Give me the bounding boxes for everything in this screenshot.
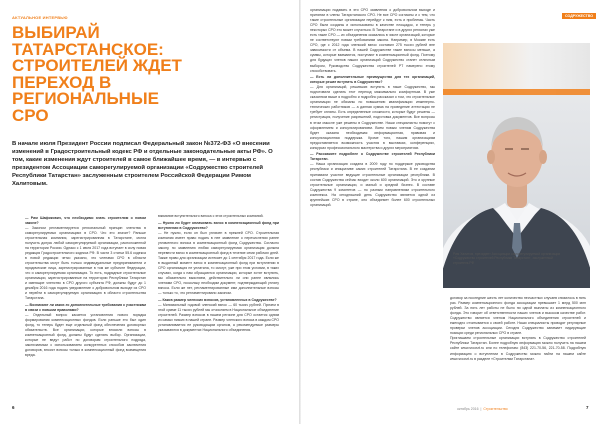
text-column-4 (450, 296, 586, 362)
interview-paragraph: — Для организаций, решивших вступить в наше Содружество, мы подготовили сделать этот переход максимально комфортным. В уже сказанном выше я подробно и подробно рассказал о том, что строительные организации не обязаны по повышению квалификации инженерно-технических работников — а данная сумма на проведение аттестации не требует оплаты. Есть определенные сложности, которые будут решены — регистрация, получение разрешений, подготовка документов. Все вопросы в этом смысле уже решены в Содружестве. Наши специалисты помогут с оформлением и консультированием. Всем новым членам Содружества будет оказана необходимая информационная, правовая и консультационная поддержка. Кроме того, нашим организациям предоставляется возможность участия в выставках, конференциях, конкурсах профессионального мастерства и других мероприятиях. (310, 85, 435, 150)
article-lead: В начале июля Президент России подписал Федеральный закон №372-ФЗ «О внесении изменений в Градостроительный кодекс РФ и отдельные законодательные акты РФ». О том, какие изменения ждут строителей в самое ближайшее время, — в интервью с президентом Ассоциации саморегулируемой организации «Содружество строителей Республики Татарстан» заслуженным строителем Российской Федерации Римом Халитовым. (12, 141, 273, 187)
interview-paragraph: — Наша организация создана в 2009 году по поддержке руководства республики и инициативе самих строителей Татарстана. В ее создании принимали участие ведущие строительные организации республики. В состав Содружества сейчас входит около 600 организаций. Это и крупные строительные организации, и малый и средний бизнес. В составе Содружества 9 комитетов — по разным направлениям строительного комплекса. На сегодняшний день Содружество является одной из крупнейших СРО в стране, оно объединяет более 600 строительных организаций. (310, 162, 435, 207)
page-number-right: 7 (586, 405, 589, 410)
interview-paragraph: взимание вступительного взноса с этих строительных компаний. (158, 214, 264, 218)
page-gutter (299, 0, 301, 424)
article-title: ВЫБИРАЙ ТАТАРСТАНСКОЕ: СТРОИТЕЛЕЙ ЖДЕТ ПЕРЕХОД В РЕГИОНАЛЬНЫЕ СРО (12, 23, 182, 125)
interview-question: — Есть ли дополнительные преимущества для тех организаций, которые решат вступить в Содружество? (310, 75, 435, 85)
interview-question: — Возникают ли какие-то дополнительные требования к участникам в связи с новыми правилами? (25, 302, 146, 312)
interview-paragraph: — Минимальный годовой членский взнос — 60 тысяч рублей. Причем в этой сумме 11 тысяч рублей мы отчисляем в Национальное объединение строителей. Размер взносов в нашем регионе для СРО остается одним из самых низких в нашей стране. Размер членского взноса в каждом СРО устанавливается ее руководящим органом, а рекомендуемые размеры указываются в документах Национального объединения. (158, 302, 279, 333)
text-column-2 (158, 214, 279, 333)
interview-paragraph: договор за последние шесть лет количество несчастных случаев снизилось в пять раз. Размер компенсационного фонда ассоциации превышает 1 млрд 500 млн рублей. За пять лет работы не было ни одной выплаты из компенсационного фонда. Это говорит об ответственности наших членов и высоком качестве работ. Содружество является членом Национального объединения строителей и ежегодно отчитывается о своей работе. Наши специалисты проводят регулярные проверки членов ассоциации. Сегодня Содружество занимает лидирующие позиции среди региональных СРО в стране. (450, 296, 586, 336)
interview-paragraph: — Не нужно, если он был уплачен в прежней СРО. Строительная компания имеет право подать в нее заявление о перечислении ранее уплаченного взноса в компенсационный фонд Содружества. Согласно закону, по заявлению любая саморегулируемая организация должна перевести взнос в компенсационный фонд в течение семи рабочих дней. Также право для организации истекает до 1 сентября 2017 года. Если же в выданный момент взнос в компенсационный фонд при вступлении в СРО организация не уплатила, то смогут, уже при этом условии, в таких случаях, когда к нам обращаются организации, которые хотят вступить, мы обязательно выясняем, действительно ли они ранее являлись членами СРО, поскольку необходим документ, подтверждающий уплату взноса. Если же нет, регламентированные ими дополнительные взносы — только то, что регламентировано законом. (158, 230, 279, 296)
text-column-1 (25, 214, 146, 358)
page-footer: октябрь 2016 | Строительство (457, 407, 508, 411)
footer-publication: Строительство (483, 407, 508, 411)
footer-issue: октябрь 2016 (457, 407, 479, 411)
interview-paragraph: — Отдельный вопрос касается установления нового порядка формирования компенсационных фондов. Если раньше это был один фонд, то теперь будет еще отдельный фонд обеспечения договорных обязательств. Все организации, которые вносили взносы в компенсационный фонд, должны будут сделать выбор. Организации, которые не ведут работ по договорам строительного подряда, заключаемым с использованием конкурентных способов заключения договоров, вносят взносы только в компенсационный фонд возмещения вреда. (25, 312, 146, 358)
text-column-3 (310, 8, 435, 208)
interview-paragraph: организации подавать в эти СРО заявления о добровольном выходе и принятии в члены Татарстанского СРО. Не все СРО согласны и с тем, что такие строительные организации перейдут к ним, есть и проблемы. Часть СРО были созданы и использованы в качестве площадок, и теперь у некоторых СРО это может случиться. В Татарстане и в других регионах уже есть такие СРО — их объединения оказались в числе организаций, которые не соответствуют новым требованиям закона. Например, в Москве есть СРО, где с 2012 года членский взнос составил 275 тысяч рублей вне зависимости от объема. В нашей Содружестве такие взносы меньше, а суммы, которые взимаются, поступают в компенсационный фонд. Поэтому для будущих членов наших организаций Содружество станет отличным выбором, Руководство Содружества строителей РТ намерено этому способствовать. (310, 8, 435, 73)
section-header-left: АКТУАЛЬНОЕ ИНТЕРВЬЮ (12, 15, 68, 20)
section-header-right: СОДРУЖЕСТВО (562, 13, 596, 19)
interview-question: — Расскажите подробнее о Содружестве строителей Республики Татарстан. (310, 152, 435, 162)
page-number-left: 6 (12, 405, 15, 410)
interview-question: — Каков размер членских взносов, установленных в Содружестве? (158, 297, 277, 302)
interview-question: — Нужно ли будет оплачивать взнос в компенсационный фонд при вступлении в Содружество? (158, 220, 279, 230)
photo-caption: Рим Халитов, президент Ассоциации саморегулируемой организации «Содружество строителей Республики Татарстан», заслуженный строитель РФ (453, 252, 561, 265)
interview-paragraph: Приглашаем строительные организации вступать в Содружество строителей Республики Татарстан. Более подробную информацию можно получить на нашем сайте www.sroosrt.ru или по телефонам: (843) 221-70-56, 221-70-58. Подробную информацию о вступлении в Содружество можно найти на нашем сайте www.sroosrt.ru в разделе «Строителям Татарстана». (450, 336, 586, 361)
interview-question: — Рим Шафикович, что необходимо знать строителям о новом законе? (25, 215, 146, 225)
interview-paragraph: — Законом регламентируется региональный принцип членства в саморегулируемых организациях в СРО. Что это значит? Раньше строительная компания, зарегистрированная в Татарстане, могла получить допуск любой саморегулируемой организации, расположенной на территории России. Однако с 1 июля 2017 года вступает в силу новая редакция Градостроительного кодекса РФ. В части 3 статьи 55.6 кодекса в новой редакции четко указано, что членами СРО в области строительства могут быть только индивидуальные предприниматели и юридические лица, зарегистрированные в том же субъекте Федерации, что и саморегулируемая организация. То есть, подрядные строительные организации, зарегистрированные на территории Республики Татарстан и имеющие членство в СРО другого субъекта РФ, должны будут до 1 декабря 2016 года подать уведомление о добровольном выходе из СРО и перейти в саморегулируемую организацию в области строительства Татарстана. (25, 225, 146, 301)
